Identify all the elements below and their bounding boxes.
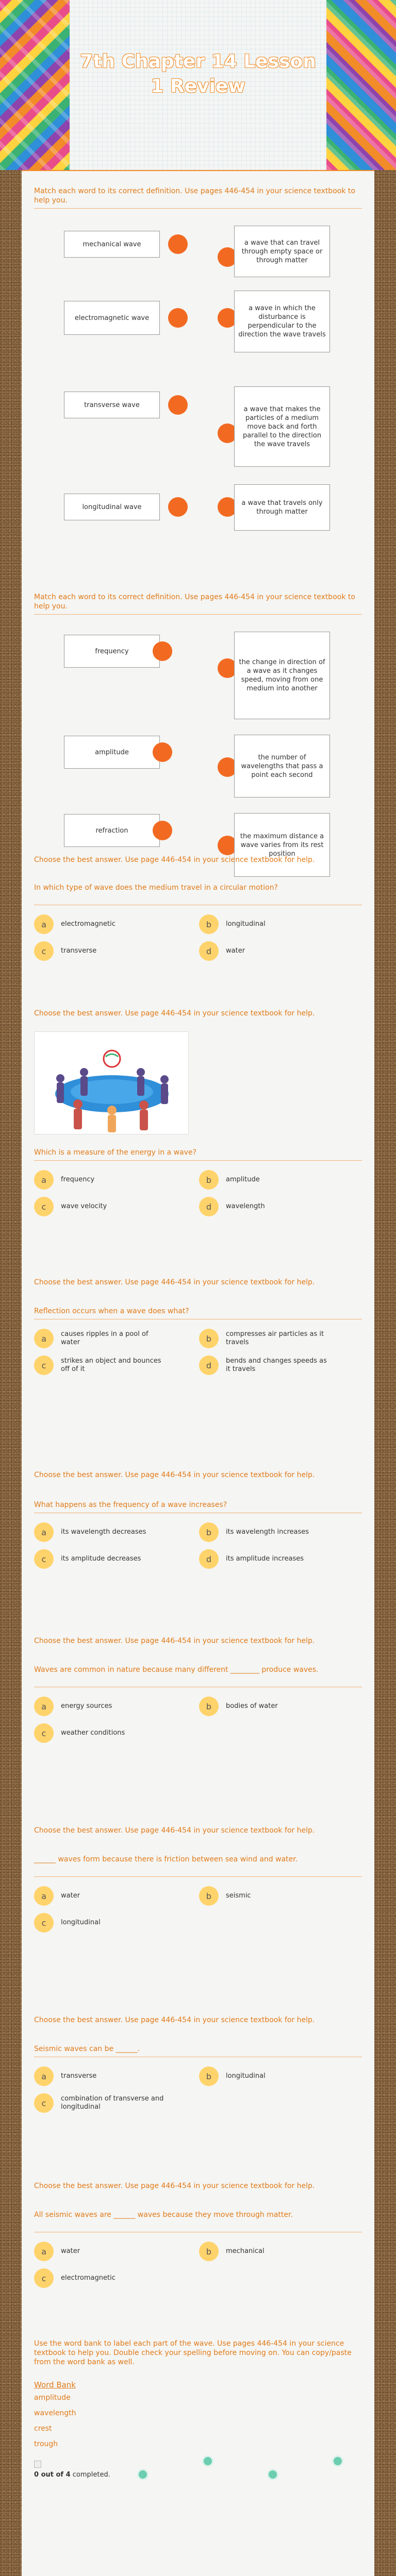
match-term-mechanical-wave[interactable]: mechanical wave [64, 231, 160, 258]
option-letter-circle: b [199, 1886, 219, 1906]
answer-option-c[interactable] [34, 1548, 164, 1570]
answer-option-a[interactable] [34, 1885, 164, 1907]
question-instruction: Choose the best answer. Use page 446-454 in your science textbook for help. [34, 1471, 315, 1479]
option-text: combination of transverse and longitudinal [61, 2095, 164, 2111]
option-text: water [226, 947, 245, 955]
answer-option-a[interactable] [34, 1327, 164, 1350]
match-term-amplitude[interactable]: amplitude [64, 736, 160, 769]
option-letter-circle: c [34, 1355, 54, 1375]
option-letter-circle: a [34, 914, 54, 934]
people-with-parachute-illustration [35, 1032, 189, 1134]
option-text: longitudinal [226, 920, 266, 928]
quiz-card [22, 171, 374, 2576]
question-text: Waves are common in nature because many different ________ produce waves. [34, 1666, 319, 1674]
answer-option-a[interactable] [34, 2240, 164, 2263]
answer-option-c[interactable] [34, 1722, 164, 1744]
answer-option-b[interactable] [199, 913, 329, 936]
answer-option-d[interactable] [199, 1354, 329, 1377]
option-text: wave velocity [61, 1202, 107, 1210]
match-def[interactable]: the maximum distance a wave varies from its rest position [234, 813, 330, 877]
answer-option-a[interactable] [34, 2065, 164, 2088]
option-text: longitudinal [226, 2072, 266, 2080]
divider [34, 1876, 362, 1877]
answer-option-b[interactable] [199, 1168, 329, 1191]
match1-instruction: Match each word to its correct definition. Use pages 446-454 in your science textbook to help you. [34, 187, 355, 205]
option-text: its wavelength decreases [61, 1528, 146, 1536]
option-letter-circle: c [34, 2093, 54, 2113]
answer-option-b[interactable] [199, 2065, 329, 2088]
option-letter-circle: a [34, 1329, 54, 1348]
page-title: 7th Chapter 14 Lesson 1 Review [80, 51, 316, 97]
question-text: Which is a measure of the energy in a wave? [34, 1148, 196, 1157]
divider [34, 208, 362, 209]
answer-option-c[interactable] [34, 1195, 164, 1218]
option-text: electromagnetic [61, 920, 116, 928]
answer-option-a[interactable] [34, 1521, 164, 1544]
match-connector-term[interactable] [153, 742, 172, 762]
option-text: its amplitude increases [226, 1555, 304, 1563]
progress-dot[interactable] [332, 2455, 343, 2467]
progress-dot[interactable] [202, 2455, 213, 2467]
option-text: strikes an object and bounces off of it [61, 1357, 161, 1373]
wordbank-item: trough [34, 2440, 58, 2448]
question-text: ______ waves form because there is friction between sea wind and water. [34, 1855, 298, 1863]
option-text: transverse [61, 947, 97, 955]
option-letter-circle: a [34, 2066, 54, 2086]
option-letter-circle: c [34, 1197, 54, 1216]
answer-option-b[interactable] [199, 1695, 329, 1718]
progress-count: 0 out of 4 [34, 2471, 71, 2479]
progress-suffix: completed. [70, 2471, 110, 2479]
option-text: transverse [61, 2072, 97, 2080]
match-term-electromagnetic-wave[interactable]: electromagnetic wave [64, 301, 160, 335]
match2-instruction: Match each word to its correct definition. Use pages 446-454 in your science textbook to help you. [34, 593, 355, 611]
match-def[interactable]: a wave that travels only through matter [234, 484, 330, 531]
question-text: All seismic waves are ______ waves because they move through matter. [34, 2211, 293, 2219]
question-instruction: Choose the best answer. Use page 446-454 in your science textbook for help. [34, 1278, 315, 1286]
option-letter-circle: d [199, 1355, 219, 1375]
option-letter-circle: b [199, 1329, 219, 1348]
chevron-pattern-left [0, 0, 70, 170]
match-connector-term[interactable] [153, 641, 172, 661]
option-letter-circle: c [34, 1723, 54, 1743]
option-letter-circle: a [34, 2242, 54, 2261]
answer-option-b[interactable] [199, 1327, 329, 1350]
parachute-game-photo [34, 1031, 189, 1134]
option-text: electromagnetic [61, 2274, 116, 2282]
question-instruction: Choose the best answer. Use page 446-454 in your science textbook for help. [34, 856, 315, 864]
answer-option-a[interactable] [34, 1695, 164, 1718]
option-letter-circle: b [199, 2066, 219, 2086]
wordbank-title: Word Bank [34, 2380, 76, 2389]
question-instruction: Choose the best answer. Use page 446-454 in your science textbook for help. [34, 2016, 315, 2024]
progress-status [34, 2471, 110, 2479]
match-connector-term[interactable] [168, 497, 188, 517]
option-letter-circle: c [34, 941, 54, 961]
answer-option-d[interactable] [199, 1195, 329, 1218]
answer-option-d[interactable] [199, 1548, 329, 1570]
question-text: In which type of wave does the medium travel in a circular motion? [34, 884, 278, 892]
option-letter-circle: b [199, 1697, 219, 1716]
match-def[interactable]: a wave that makes the particles of a medium move back and forth parallel to the direction the wave travels [234, 386, 330, 467]
option-text: seismic [226, 1892, 251, 1900]
question-instruction: Choose the best answer. Use page 446-454 in your science textbook for help. [34, 1637, 315, 1645]
option-letter-circle: d [199, 941, 219, 961]
question-text: Reflection occurs when a wave does what? [34, 1307, 189, 1315]
question-instruction: Choose the best answer. Use page 446-454 in your science textbook for help. [34, 2182, 315, 2190]
match-def[interactable]: the number of wavelengths that pass a point each second [234, 735, 330, 798]
option-text: causes ripples in a pool of water [61, 1330, 148, 1346]
question-text: What happens as the frequency of a wave increases? [34, 1501, 227, 1509]
chevron-pattern-right [326, 0, 396, 170]
answer-option-b[interactable] [199, 1885, 329, 1907]
divider [34, 1160, 362, 1161]
option-text: frequency [61, 1176, 95, 1183]
option-text: its amplitude decreases [61, 1555, 141, 1563]
match-connector-term[interactable] [168, 308, 188, 328]
answer-option-c[interactable] [34, 2092, 164, 2114]
option-letter-circle: b [199, 914, 219, 934]
option-text: mechanical [226, 2247, 265, 2255]
option-text: wavelength [226, 1202, 265, 1210]
option-letter-circle: c [34, 1549, 54, 1569]
option-text: its wavelength increases [226, 1528, 309, 1536]
option-text: compresses air particles as it travels [226, 1330, 324, 1346]
option-text: longitudinal [61, 1919, 101, 1926]
match-connector-term[interactable] [168, 234, 188, 254]
answer-option-b[interactable] [199, 1521, 329, 1544]
wordbank-item: crest [34, 2425, 52, 2433]
match-connector-term[interactable] [153, 821, 172, 840]
question-instruction: Choose the best answer. Use page 446-454 in your science textbook for help. [34, 1826, 315, 1835]
answer-option-d[interactable] [199, 940, 329, 962]
option-text: water [61, 1892, 80, 1900]
question-text: Seismic waves can be ______. [34, 2045, 140, 2053]
broken-image-icon [34, 2461, 41, 2468]
answer-option-a[interactable] [34, 913, 164, 936]
progress-dot[interactable] [267, 2469, 278, 2480]
answer-option-c[interactable] [34, 1911, 164, 1934]
progress-dot[interactable] [137, 2469, 148, 2480]
option-letter-circle: b [199, 1522, 219, 1542]
option-text: water [61, 2247, 80, 2255]
question-instruction: Choose the best answer. Use page 446-454 in your science textbook for help. [34, 1009, 315, 1018]
divider [34, 614, 362, 615]
option-text: energy sources [61, 1702, 112, 1710]
match-def[interactable]: a wave in which the disturbance is perpendicular to the direction the wave travels [234, 291, 330, 352]
answer-option-c[interactable] [34, 940, 164, 962]
match-term-refraction[interactable]: refraction [64, 814, 160, 847]
option-letter-circle: a [34, 1886, 54, 1906]
match-term-frequency[interactable]: frequency [64, 635, 160, 668]
wordbank-item: amplitude [34, 2394, 71, 2402]
option-text: weather conditions [61, 1729, 125, 1737]
option-letter-circle: b [199, 2242, 219, 2261]
match-term-longitudinal-wave[interactable]: longitudinal wave [64, 494, 160, 520]
option-letter-circle: d [199, 1549, 219, 1569]
wordbank-instruction: Use the word bank to label each part of the wave. Use pages 446-454 in your science textbook to help you. Double check your spelling before moving on. You can copy/paste from the word bank as well. [34, 2340, 352, 2366]
wordbank-item: wavelength [34, 2409, 76, 2417]
answer-option-a[interactable] [34, 1168, 164, 1191]
option-letter-circle: a [34, 1522, 54, 1542]
match-term-transverse-wave[interactable]: transverse wave [64, 392, 160, 418]
answer-option-b[interactable] [199, 2240, 329, 2263]
option-letter-circle: b [199, 1170, 219, 1190]
option-letter-circle: d [199, 1197, 219, 1216]
option-letter-circle: a [34, 1170, 54, 1190]
match-def[interactable]: the change in direction of a wave as it changes speed, moving from one medium into another [234, 632, 330, 719]
match-connector-term[interactable] [168, 395, 188, 415]
match-def[interactable]: a wave that can travel through empty space or through matter [234, 226, 330, 277]
option-text: amplitude [226, 1176, 260, 1183]
answer-option-c[interactable] [34, 1354, 164, 1377]
answer-option-c[interactable] [34, 2267, 164, 2290]
option-text: bends and changes speeds as it travels [226, 1357, 327, 1373]
option-letter-circle: c [34, 1913, 54, 1933]
option-text: bodies of water [226, 1702, 278, 1710]
page-header [0, 0, 396, 170]
option-letter-circle: a [34, 1697, 54, 1716]
option-letter-circle: c [34, 2268, 54, 2288]
